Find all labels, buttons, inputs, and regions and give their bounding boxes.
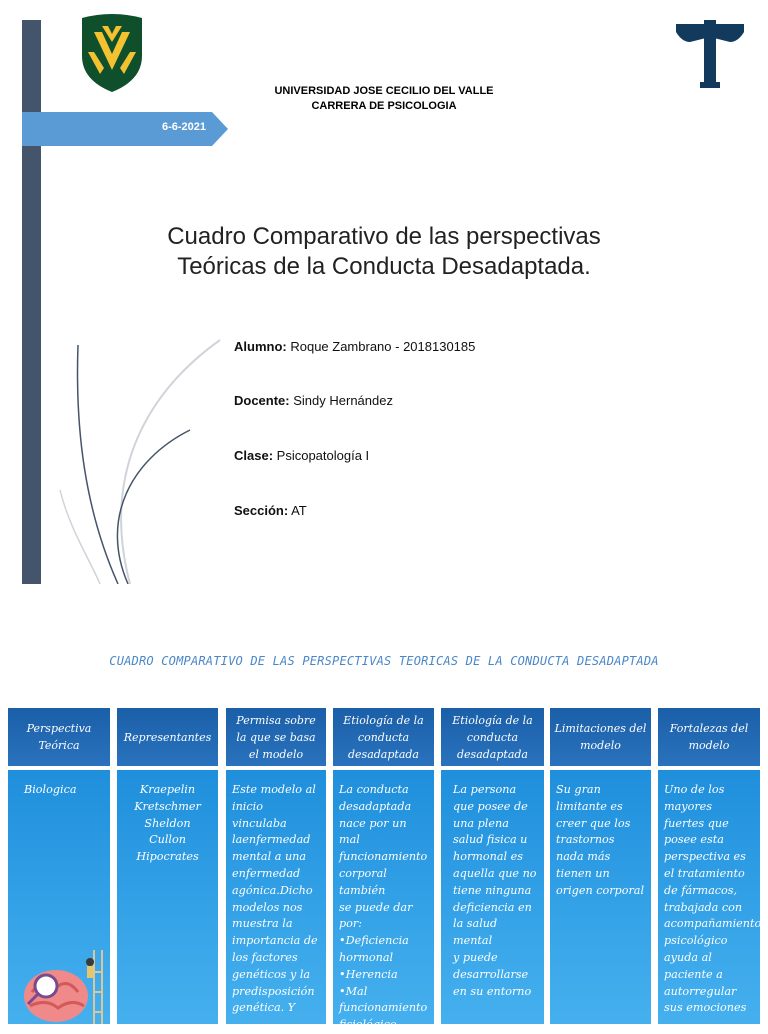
field-value: Roque Zambrano - 2018130185 xyxy=(290,339,476,354)
cell-etiology-1: La conducta desadaptada nace por un mal funcionamiento corporal también se puede dar por: •Deficiencia hormonal •Herencia •Mal funcionamiento fisiológico xyxy=(333,770,434,1024)
comparison-page xyxy=(0,610,768,1032)
brain-illustration xyxy=(18,948,106,1024)
university-shield-logo xyxy=(78,12,146,94)
table-heading: CUADRO COMPARATIVO DE LAS PERSPECTIVAS TEORICAS DE LA CONDUCTA DESADAPTADA xyxy=(109,654,659,668)
header-representatives: Representantes xyxy=(117,708,218,766)
page-gap xyxy=(0,584,768,610)
cell-perspective: Biologica xyxy=(8,770,110,1024)
field-label: Docente: xyxy=(234,393,290,408)
field-student xyxy=(234,339,475,354)
cell-premise: Este modelo al inicio vinculaba laenfermedad mental a una enfermedad agónica.Dicho modelos nos muestra la importancia de los factores genéticos y la predisposición genética. Y xyxy=(226,770,326,1024)
career-name: CARRERA DE PSICOLOGIA xyxy=(311,100,457,112)
side-bar xyxy=(22,20,41,584)
university-name: UNIVERSIDAD JOSE CECILIO DEL VALLE xyxy=(274,85,494,97)
field-value: AT xyxy=(291,503,307,518)
field-label: Sección: xyxy=(234,503,289,518)
header-etiology-2: Etiología de la conducta desadaptada xyxy=(441,708,544,766)
header-perspective: Perspectiva Teórica xyxy=(8,708,110,766)
header-strengths: Fortalezas del modelo xyxy=(658,708,760,766)
decorative-curves xyxy=(40,330,230,584)
field-label: Clase: xyxy=(234,448,274,463)
title-line-1: Cuadro Comparativo de las perspectivas xyxy=(167,223,601,250)
cell-etiology-2: La persona que posee de una plena salud fisica u hormonal es aquella que no tiene ninguna deficiencia en la salud mental y puede desarrollarse en su entorno xyxy=(441,770,544,1024)
field-label: Alumno: xyxy=(234,339,287,354)
date: 6-6-2021 xyxy=(161,121,206,133)
faculty-logo xyxy=(676,18,744,90)
date-ribbon xyxy=(22,112,228,146)
field-section xyxy=(234,503,307,518)
header-premise: Permisa sobre la que se basa el modelo xyxy=(226,708,326,766)
cell-limitations: Su gran limitante es creer que los trastornos nada más tienen un origen corporal xyxy=(550,770,651,1024)
header-limitations: Limitaciones del modelo xyxy=(550,708,651,766)
field-class xyxy=(234,448,369,463)
header-etiology-1: Etiología de la conducta desadaptada xyxy=(333,708,434,766)
cell-representatives: Kraepelin Kretschmer Sheldon Cullon Hipocrates xyxy=(117,770,218,1024)
field-value: Psicopatología I xyxy=(276,448,370,463)
field-teacher xyxy=(234,393,393,408)
title-line-2: Teóricas de la Conducta Desadaptada. xyxy=(177,253,591,280)
field-value: Sindy Hernández xyxy=(293,393,393,408)
document-title xyxy=(120,222,648,282)
cell-strengths: Uno de los mayores fuertes que posee esta perspectiva es el tratamiento de fármacos, trabajada con acompañamiento psicológico ayuda al paciente a autorregular sus emociones xyxy=(658,770,760,1024)
university-header xyxy=(230,84,538,114)
